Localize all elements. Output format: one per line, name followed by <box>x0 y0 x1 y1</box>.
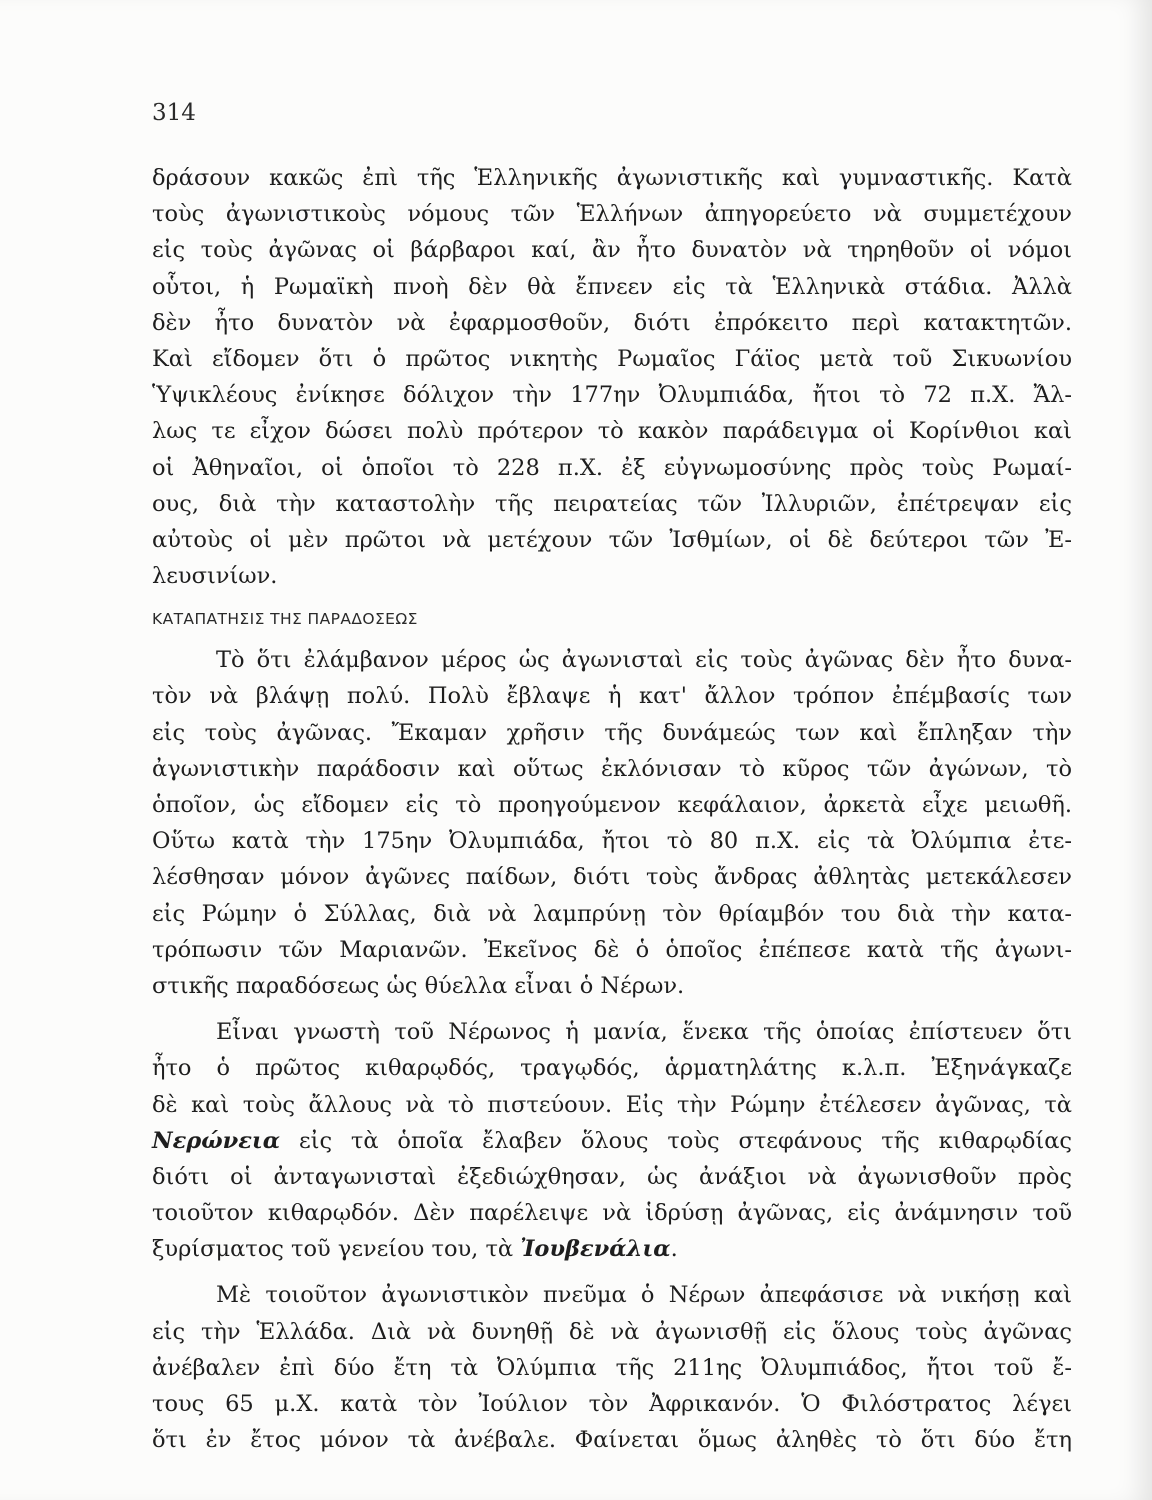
text-line: ὅτι ἐν ἔτος μόνον τὰ ἀνέβαλε. Φαίνεται ὅμως ἀληθὲς τὸ ὅτι δύο ἔτη <box>152 1427 1072 1454</box>
page-number: 314 <box>152 100 196 126</box>
text-line: Καὶ εἴδομεν ὅτι ὁ πρῶτος νικητὴς Ρωμαῖος Γάϊος μετὰ τοῦ Σικυωνίου <box>152 345 1072 372</box>
text-line: ὁποῖον, ὡς εἴδομεν εἰς τὸ προηγούμενον κεφάλαιον, ἀρκετὰ εἶχε μειωθῆ. <box>152 792 1072 818</box>
text-line: τους 65 μ.Χ. κατὰ τὸν Ἰούλιον τὸν Ἀφρικανόν. Ὁ Φιλόστρατος λέγει <box>152 1391 1072 1417</box>
text-line: λευσινίων. <box>152 563 278 590</box>
line-start: ξυρίσματος τοῦ γενείου του, τὰ <box>152 1236 521 1263</box>
emphasis-iouvenalia: Ἰουβενάλια <box>520 1236 671 1263</box>
text-line: τρόπωσιν τῶν Μαριανῶν. Ἐκεῖνος δὲ ὁ ὁποῖος ἐπέπεσε κατὰ τῆς ἀγωνι- <box>152 936 1072 963</box>
text-line: οὗτοι, ἡ Ρωμαϊκὴ πνοὴ δὲν θὰ ἔπνεεν εἰς τὰ Ἑλληνικὰ στάδια. Ἀλλὰ <box>152 273 1072 300</box>
text-line: αὐτοὺς οἱ μὲν πρῶτοι νὰ μετέχουν τῶν Ἰσθμίων, οἱ δὲ δεύτεροι τῶν Ἐ- <box>152 526 1072 553</box>
text-line: δὲ καὶ τοὺς ἄλλους νὰ τὸ πιστεύουν. Εἰς τὴν Ρώμην ἐτέλεσεν ἀγῶνας, τὰ <box>152 1091 1072 1118</box>
text-line: οἱ Ἀθηναῖοι, οἱ ὁποῖοι τὸ 228 π.Χ. ἐξ εὐγνωμοσύνης πρὸς τοὺς Ρωμαί- <box>152 454 1072 481</box>
text-line: Τὸ ὅτι ἐλάμβανον μέρος ὡς ἀγωνισταὶ εἰς τοὺς ἀγῶνας δὲν ἦτο δυνα- <box>216 647 1072 674</box>
paragraph-3 <box>152 1014 1072 1267</box>
text-line: λως τε εἶχον δώσει πολὺ πρότερον τὸ κακὸν παράδειγμα οἱ Κορίνθιοι καὶ <box>152 418 1072 445</box>
paragraph-4 <box>152 1277 1072 1458</box>
line-end: . <box>670 1236 678 1263</box>
text-line: Ὑψικλέους ἐνίκησε δόλιχον τὴν 177ην Ὀλυμπιάδα, ἤτοι τὸ 72 π.Χ. Ἄλ- <box>152 382 1072 409</box>
paragraph-1 <box>152 160 1072 594</box>
text-line: Οὕτω κατὰ τὴν 175ην Ὀλυμπιάδα, ἤτοι τὸ 80 π.Χ. εἰς τὰ Ὀλύμπια ἐτε- <box>152 828 1072 855</box>
text-line: ἀγωνιστικὴν παράδοσιν καὶ οὕτως ἐκλόνισαν τὸ κῦρος τῶν ἀγώνων, τὸ <box>152 755 1072 782</box>
text-line <box>152 1123 1072 1159</box>
text-line: τοιοῦτον κιθαρῳδόν. Δὲν παρέλειψε νὰ ἱδρύσῃ ἀγῶνας, εἰς ἀνάμνησιν τοῦ <box>152 1200 1072 1227</box>
text-line: τοὺς ἀγωνιστικοὺς νόμους τῶν Ἑλλήνων ἀπηγορεύετο νὰ συμμετέχουν <box>152 201 1072 228</box>
text-line: τὸν νὰ βλάψῃ πολύ. Πολὺ ἔβλαψε ἡ κατ' ἄλλον τρόπον ἐπέμβασίς των <box>152 683 1072 710</box>
text-line: εἰς τοὺς ἀγῶνας οἱ βάρβαροι καί, ἂν ἦτο δυνατὸν νὰ τηρηθοῦν οἱ νόμοι <box>152 237 1072 264</box>
text-line: εἰς τοὺς ἀγῶνας. Ἔκαμαν χρῆσιν τῆς δυνάμεώς των καὶ ἔπληξαν τὴν <box>152 719 1072 746</box>
text-line: εἰς τὴν Ἑλλάδα. Διὰ νὰ δυνηθῇ δὲ νὰ ἀγωνισθῇ εἰς ὅλους τοὺς ἀγῶνας <box>152 1318 1072 1345</box>
text-line: στικῆς παραδόσεως ὡς θύελλα εἶναι ὁ Νέρων. <box>152 972 685 999</box>
text-line: Εἶναι γνωστὴ τοῦ Νέρωνος ἡ μανία, ἕνεκα τῆς ὁποίας ἐπίστευεν ὅτι <box>216 1019 1072 1046</box>
text-line: δράσουν κακῶς ἐπὶ τῆς Ἑλληνικῆς ἀγωνιστικῆς καὶ γυμναστικῆς. Κατὰ <box>152 165 1072 191</box>
text-line: εἰς Ρώμην ὁ Σύλλας, διὰ νὰ λαμπρύνῃ τὸν θρίαμβόν του διὰ τὴν κατα- <box>152 900 1072 927</box>
text-line: ἦτο ὁ πρῶτος κιθαρῳδός, τραγῳδός, ἁρματηλάτης κ.λ.π. Ἐξηνάγκαζε <box>152 1055 1072 1082</box>
text-line: Μὲ τοιοῦτον ἀγωνιστικὸν πνεῦμα ὁ Νέρων ἀπεφάσισε νὰ νικήσῃ καὶ <box>216 1282 1072 1309</box>
section-heading: ΚΑΤΑΠΑΤΗΣΙΣ ΤΗΣ ΠΑΡΑΔΟΣΕΩΣ <box>152 610 418 629</box>
text-line: λέσθησαν μόνον ἀγῶνες παίδων, διότι τοὺς ἄνδρας ἀθλητὰς μετεκάλεσεν <box>152 864 1072 891</box>
text-line <box>152 1231 1072 1267</box>
text-line: ους, διὰ τὴν καταστολὴν τῆς πειρατείας τῶν Ἰλλυριῶν, ἐπέτρεψαν εἰς <box>152 490 1072 517</box>
text-line: δὲν ἦτο δυνατὸν νὰ ἐφαρμοσθοῦν, διότι ἐπρόκειτο περὶ κατακτητῶν. <box>152 309 1072 336</box>
emphasis-neroneia: Νερώνεια <box>152 1127 281 1154</box>
text-line: διότι οἱ ἀνταγωνισταὶ ἐξεδιώχθησαν, ὡς ἀνάξιοι νὰ ἀγωνισθοῦν πρὸς <box>152 1163 1072 1190</box>
line-rest: εἰς τὰ ὁποῖα ἔλαβεν ὅλους τοὺς στεφάνους τῆς κιθαρῳδίας <box>280 1127 1072 1154</box>
text-column <box>152 160 1072 1458</box>
text-line: ἀνέβαλεν ἐπὶ δύο ἔτη τὰ Ὀλύμπια τῆς 211ης Ὀλυμπιάδος, ἤτοι τοῦ ἔ- <box>152 1354 1072 1381</box>
paragraph-2 <box>152 642 1072 1004</box>
